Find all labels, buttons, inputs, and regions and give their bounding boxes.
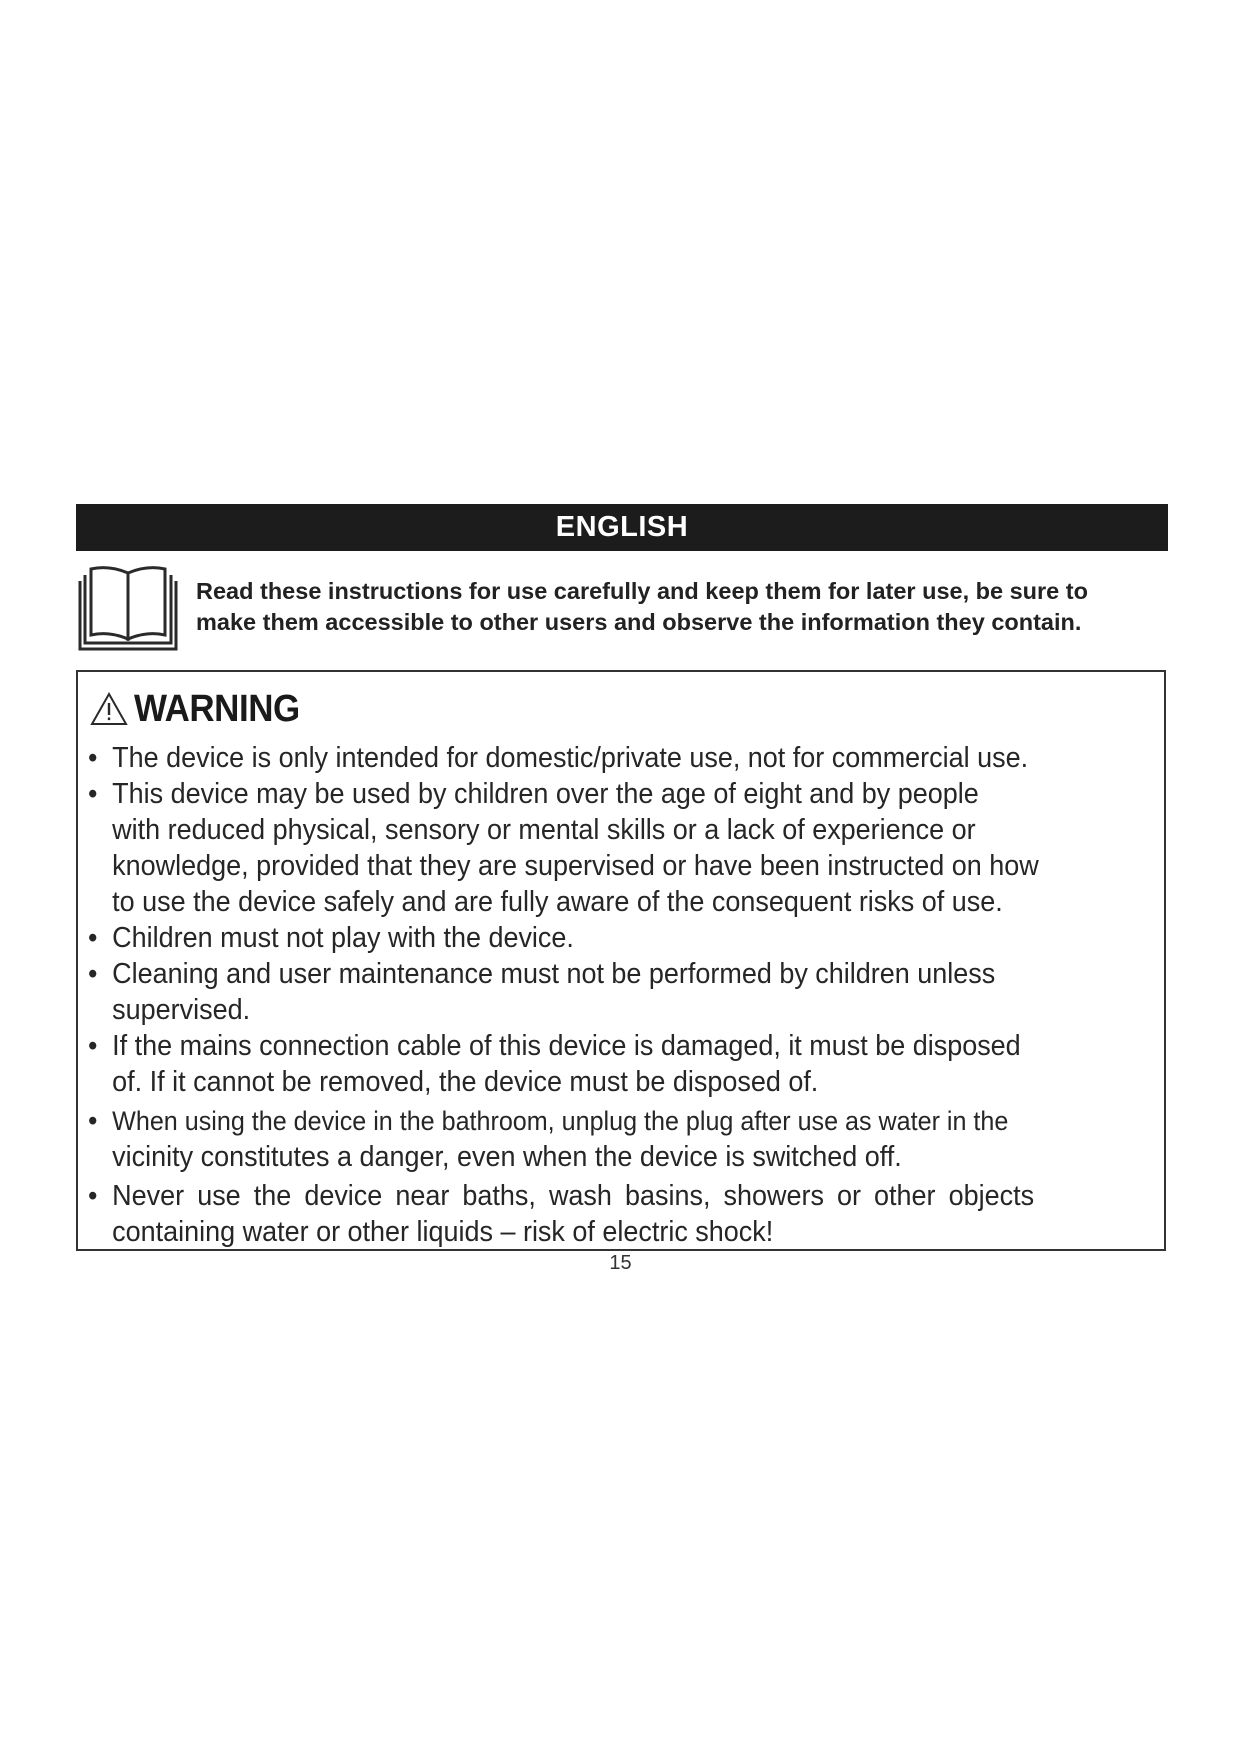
warning-list (88, 740, 1158, 1250)
warning-title: WARNING (134, 687, 300, 730)
page-number: 15 (609, 1252, 632, 1274)
list-item: • This device may be used by children over the age of eight and by people with reduced physical, sensory or mental skills or a lack of experience or knowledge, provided that they are supervised or have been instructed on how to use the device safely and are fully aware of the consequent risks of use. (88, 778, 1039, 918)
open-book-icon (76, 563, 180, 653)
list-item: • If the mains connection cable of this device is damaged, it must be disposed of. If it cannot be removed, the device must be disposed of. (88, 1030, 1021, 1098)
warning-triangle-icon (90, 691, 128, 727)
list-item: • Never use the device near baths, wash basins, showers or other objects containing water or other liquids – risk of electric shock! (88, 1180, 1035, 1248)
list-item: • The device is only intended for domestic/private use, not for commercial use. (88, 742, 1029, 774)
intro-section (76, 563, 1168, 653)
list-item: • Children must not play with the device. (88, 922, 574, 954)
list-item: • Cleaning and user maintenance must not be performed by children unless supervised. (88, 958, 996, 1026)
warning-box (76, 670, 1166, 1251)
list-item: • When using the device in the bathroom, unplug the plug after use as water in the vicinity constitutes a danger, even when the device is switched off. (88, 1105, 1009, 1173)
intro-text (196, 576, 1166, 638)
language-header (76, 504, 1168, 551)
warning-heading (90, 684, 314, 734)
intro-line-1: Read these instructions for use carefully and keep them for later use, be sure to (196, 578, 1088, 604)
language-label: ENGLISH (555, 511, 689, 543)
intro-line-2: make them accessible to other users and observe the information they contain. (196, 609, 1082, 635)
